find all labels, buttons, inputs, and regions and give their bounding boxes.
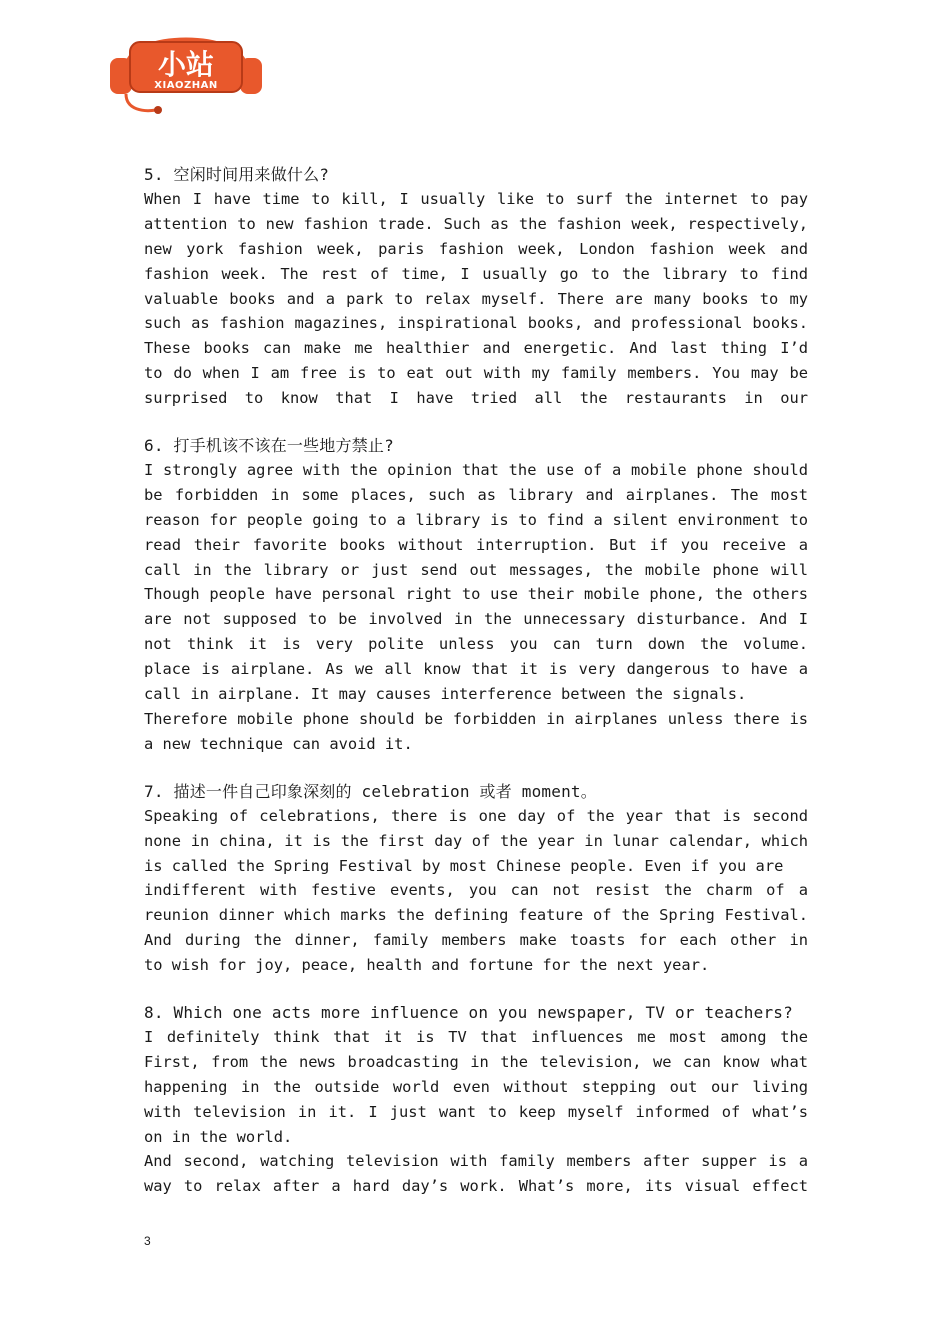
answer-line: I strongly agree with the opinion that the use of a mobile phone should [144, 461, 808, 480]
headphone-logo-icon [104, 18, 268, 118]
qa-section [144, 433, 808, 757]
answer-line: be forbidden in some places, such as library and airplanes. The most [144, 485, 808, 504]
answer-line: surprised to know that I have tried all the restaurants in our [144, 389, 808, 408]
logo-subtitle: XIAOZHAN [154, 80, 218, 91]
answer-line: call in the library or just send out messages, the mobile phone will [144, 560, 808, 579]
answer-line: happening in the outside world even without stepping out our living [144, 1077, 808, 1096]
answer-line: And second, watching television with family members after supper is a [144, 1152, 808, 1171]
answer-line: When I have time to kill, I usually like to surf the internet to pay [144, 190, 808, 208]
answer-line: is called the Spring Festival by most Chinese people. Even if you are [144, 856, 784, 875]
question-heading: 6. 打手机该不该在一些地方禁止? [144, 436, 394, 456]
answer-line: read their favorite books without interruption. But if you receive a [144, 535, 808, 554]
answer-line: to do when I am free is to eat out with my family members. You may be [144, 364, 808, 383]
question-heading: 5. 空闲时间用来做什么? [144, 165, 330, 184]
answer-line: to wish for joy, peace, health and fortune for the next year. [144, 956, 710, 975]
answer-line: fashion week. The rest of time, I usually go to the library to find [144, 264, 808, 283]
xiaozhan-logo [104, 18, 268, 118]
answer-line: reason for people going to a library is to find a silent environment to [144, 510, 808, 529]
answer-line: Therefore mobile phone should be forbidden in airplanes unless there is [144, 709, 808, 728]
answer-line: These books can make me healthier and energetic. And last thing I’d [144, 339, 808, 358]
answer-line: not think it is very polite unless you can turn down the volume. [144, 635, 808, 654]
answer-line: attention to new fashion trade. Such as the fashion week, respectively, [144, 214, 808, 233]
answer-line: new york fashion week, paris fashion week, London fashion week and [144, 239, 808, 258]
answer-line: a new technique can avoid it. [144, 734, 413, 753]
answer-line: indifferent with festive events, you can not resist the charm of a [144, 881, 808, 900]
answer-line: First, from the news broadcasting in the television, we can know what [144, 1052, 808, 1071]
question-heading: 8. Which one acts more influence on you newspaper, TV or teachers? [144, 1003, 793, 1022]
answer-line: place is airplane. As we all know that it is very dangerous to have a [144, 660, 808, 679]
answer-line: Though people have personal right to use their mobile phone, the others [144, 585, 808, 604]
answer-line: with television in it. I just want to keep myself informed of what’s [144, 1102, 808, 1121]
question-heading: 7. 描述一件自己印象深刻的 celebration 或者 moment。 [144, 781, 597, 801]
answer-line: valuable books and a park to relax myself. There are many books to my [144, 289, 808, 308]
answer-line: on in the world. [144, 1127, 293, 1146]
qa-section [144, 162, 808, 411]
answer-line: are not supposed to be involved in the unnecessary disturbance. And I [144, 610, 808, 629]
document-body [144, 162, 808, 1221]
answer-line: I definitely think that it is TV that influences me most among the [144, 1028, 808, 1046]
answer-line: way to relax after a hard day’s work. What’s more, its visual effect [144, 1177, 808, 1196]
qa-section [144, 779, 808, 978]
answer-line: such as fashion magazines, inspirational books, and professional books. [144, 314, 808, 333]
answer-line: call in airplane. It may causes interference between the signals. [144, 685, 747, 704]
answer-line: none in china, it is the first day of the year in lunar calendar, which [144, 831, 808, 850]
qa-section [144, 1000, 808, 1199]
answer-line: And during the dinner, family members make toasts for each other in [144, 931, 808, 950]
answer-line: Speaking of celebrations, there is one day of the year that is second [144, 806, 808, 825]
answer-line: reunion dinner which marks the defining feature of the Spring Festival. [144, 906, 808, 925]
logo-title: 小站 [157, 48, 215, 81]
page-number: 3 [144, 1234, 151, 1248]
